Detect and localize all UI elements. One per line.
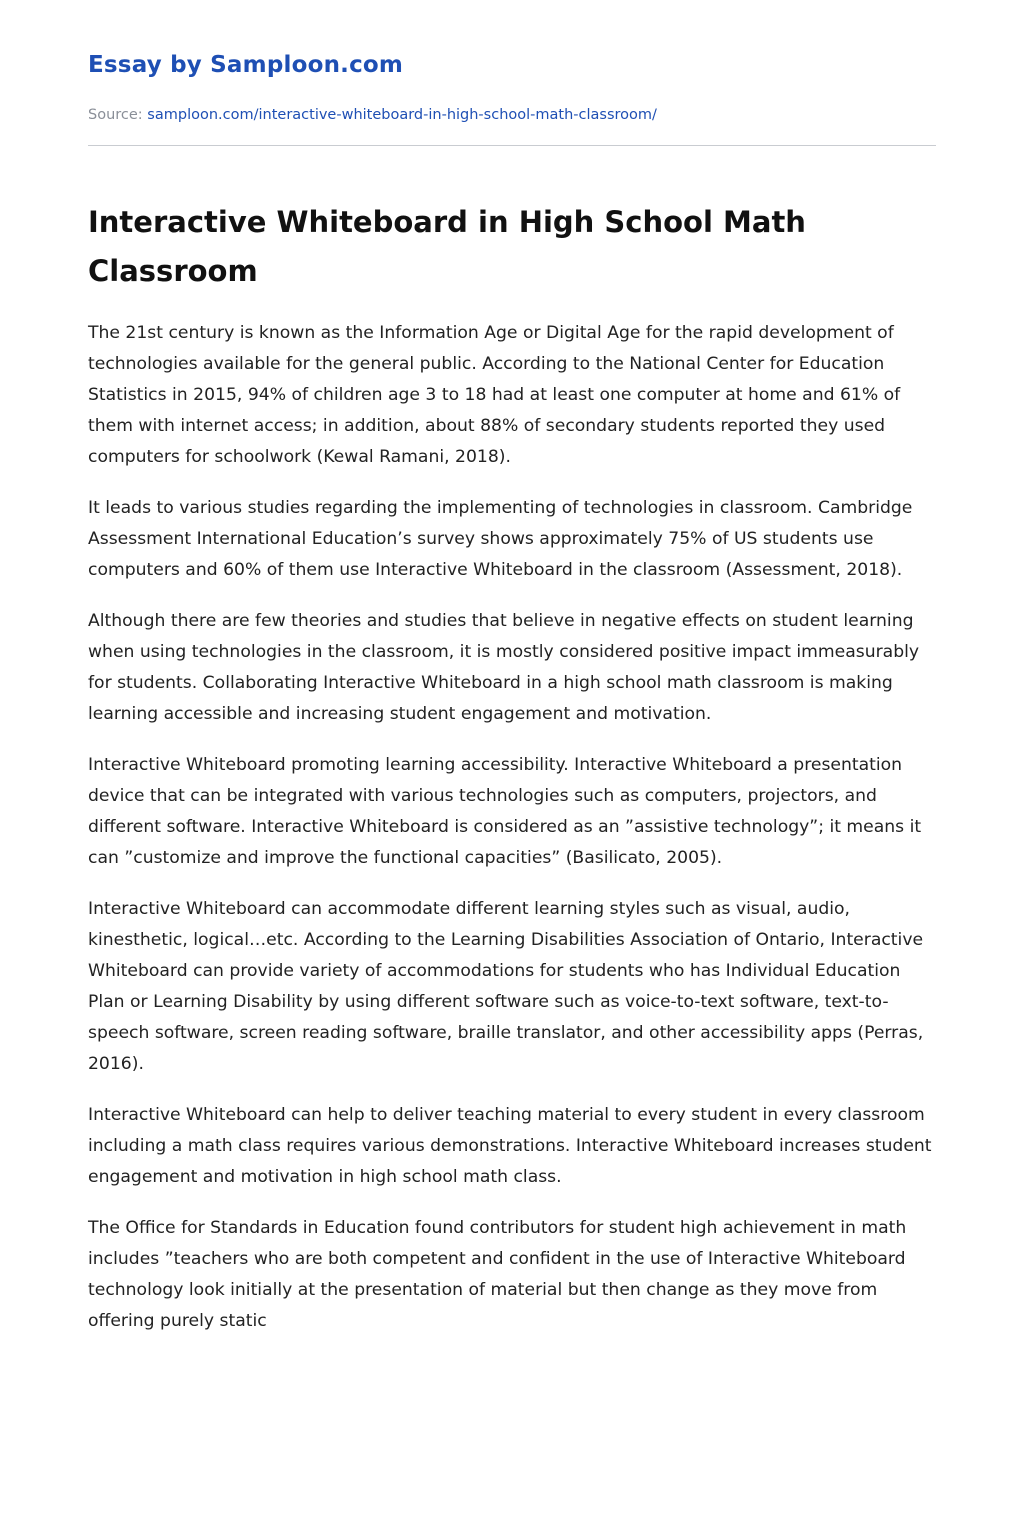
- paragraph-2: It leads to various studies regarding the implementing of technologies in classroom. Cambridge Assessment International Education’s survey shows approximately 75% of US students use computers and 60% of them use Interactive Whiteboard in the classroom (Assessment, 2018).: [88, 498, 913, 580]
- source-link[interactable]: samploon.com/interactive-whiteboard-in-high-school-math-classroom/: [147, 107, 657, 123]
- paragraph-5: Interactive Whiteboard can accommodate different learning styles such as visual, audio, kinesthetic, logical…etc. According to the Learning Disabilities Association of Ontario, Interactive Whiteboard can provide variety of accommodations for students who has Individual Education Plan or Learning Disability by using different software such as voice-to-text software, text-to-speech software, screen reading software, braille translator, and other accessibility apps (Perras, 2016).: [88, 899, 924, 1074]
- paragraph-4: Interactive Whiteboard promoting learning accessibility. Interactive Whiteboard a presentation device that can be integrated with various technologies such as computers, projectors, and different software. Interactive Whiteboard is considered as an ”assistive technology”; it means it can ”customize and improve the functional capacities” (Basilicato, 2005).: [88, 755, 922, 868]
- source-label: Source:: [88, 107, 143, 123]
- paragraph-7: The Office for Standards in Education found contributors for student high achievement in math includes ”teachers who are both competent and confident in the use of Interactive Whiteboard technology look initially at the presentation of material but then change as they move from offering purely static: [88, 1218, 907, 1331]
- header-divider: [88, 145, 936, 146]
- paragraph-6: Interactive Whiteboard can help to deliver teaching material to every student in every classroom including a math class requires various demonstrations. Interactive Whiteboard increases student engagement and motivation in high school math class.: [88, 1105, 932, 1187]
- paragraph-3: Although there are few theories and studies that believe in negative effects on student learning when using technologies in the classroom, it is mostly considered positive impact immeasurably for students. Collaborating Interactive Whiteboard in a high school math classroom is making learning accessible and increasing student engagement and motivation.: [88, 611, 920, 724]
- essay-body: [88, 318, 936, 1357]
- essay-title: Interactive Whiteboard in High School Math Classroom: [88, 205, 806, 288]
- paragraph-1: The 21st century is known as the Information Age or Digital Age for the rapid development of technologies available for the general public. According to the National Center for Education Statistics in 2015, 94% of children age 3 to 18 had at least one computer at home and 61% of them with internet access; in addition, about 88% of secondary students reported they used computers for schoolwork (Kewal Ramani, 2018).: [88, 323, 901, 467]
- site-brand[interactable]: Essay by Samploon.com: [88, 52, 404, 78]
- source-line: [88, 107, 657, 123]
